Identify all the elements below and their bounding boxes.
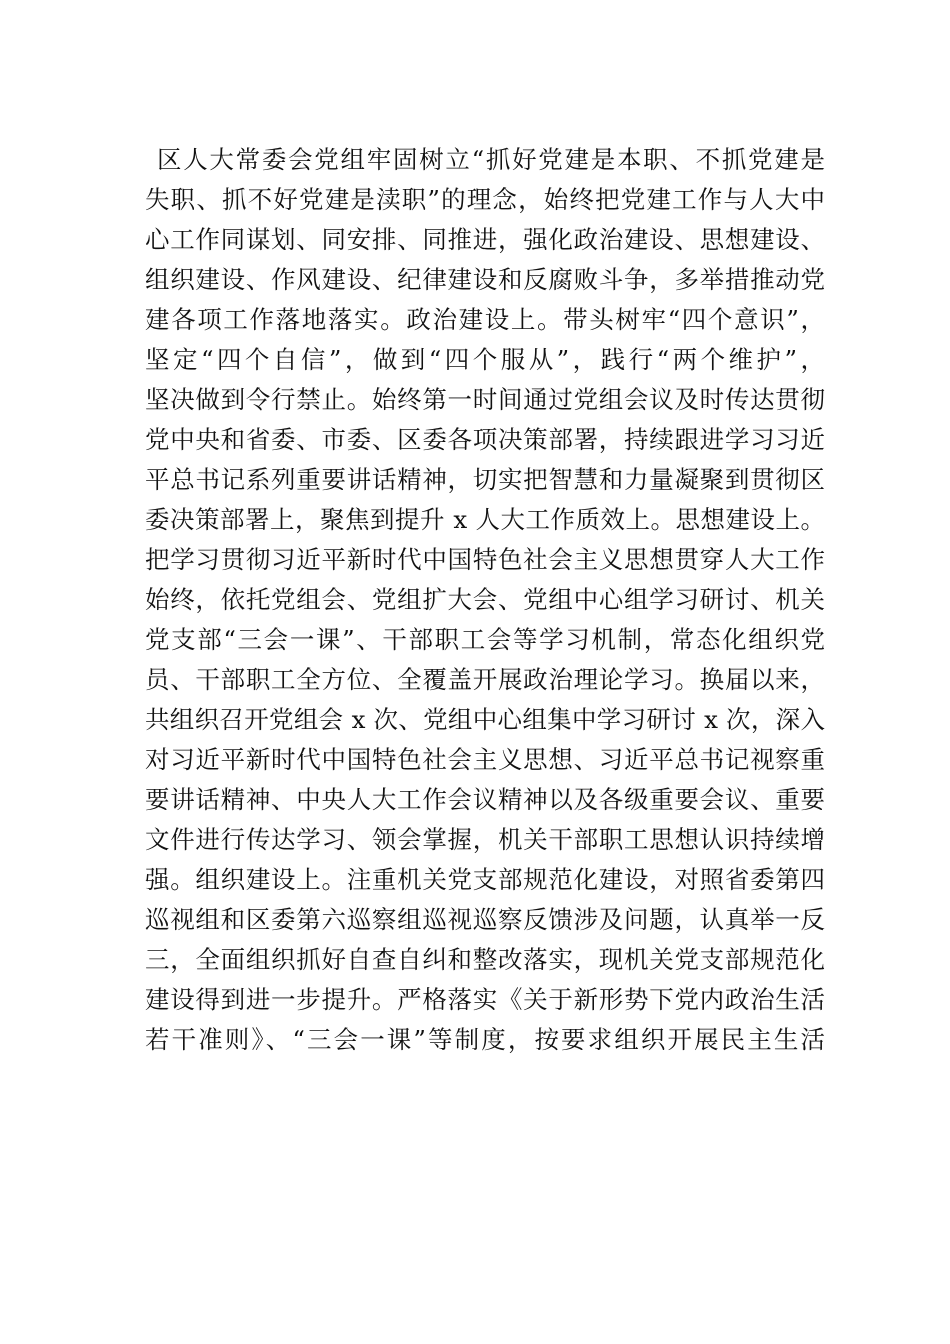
body-paragraph	[145, 140, 825, 1060]
paragraph-line: 区人大常委会党组牢固树立“抓好党建是本职、不抓党建是	[157, 145, 825, 174]
paragraph-line: 共组织召开党组会 x 次、党组中心组集中学习研讨 x 次，深入	[145, 705, 825, 734]
paragraph-line: 巡视组和区委第六巡察组巡视巡察反馈涉及问题，认真举一反	[145, 905, 825, 934]
paragraph-line: 强。组织建设上。注重机关党支部规范化建设，对照省委第四	[145, 865, 825, 894]
paragraph-line: 文件进行传达学习、领会掌握，机关干部职工思想认识持续增	[145, 825, 825, 854]
paragraph-line: 建各项工作落地落实。政治建设上。带头树牢“四个意识”，	[145, 305, 825, 334]
paragraph-line: 组织建设、作风建设、纪律建设和反腐败斗争，多举措推动党	[145, 265, 825, 294]
paragraph-line: 三，全面组织抓好自查自纠和整改落实，现机关党支部规范化	[145, 945, 825, 974]
paragraph-line: 建设得到进一步提升。严格落实《关于新形势下党内政治生活	[145, 985, 825, 1014]
paragraph-line: 平总书记系列重要讲话精神，切实把智慧和力量凝聚到贯彻区	[145, 465, 825, 494]
paragraph-line: 要讲话精神、中央人大工作会议精神以及各级重要会议、重要	[145, 785, 825, 814]
paragraph-line: 把学习贯彻习近平新时代中国特色社会主义思想贯穿人大工作	[145, 545, 825, 574]
paragraph-line: 员、干部职工全方位、全覆盖开展政治理论学习。换届以来，	[145, 665, 825, 694]
paragraph-line: 委决策部署上，聚焦到提升 x 人大工作质效上。思想建设上。	[145, 505, 825, 534]
paragraph-line: 坚定“四个自信”，做到“四个服从”，践行“两个维护”，	[145, 345, 825, 374]
paragraph-line: 若干准则》、“三会一课”等制度，按要求组织开展民主生活	[145, 1025, 825, 1054]
paragraph-line: 对习近平新时代中国特色社会主义思想、习近平总书记视察重	[145, 745, 825, 774]
paragraph-line: 始终，依托党组会、党组扩大会、党组中心组学习研讨、机关	[145, 585, 825, 614]
paragraph-line: 党支部“三会一课”、干部职工会等学习机制，常态化组织党	[145, 625, 825, 654]
paragraph-line: 心工作同谋划、同安排、同推进，强化政治建设、思想建设、	[145, 225, 825, 254]
paragraph-line: 坚决做到令行禁止。始终第一时间通过党组会议及时传达贯彻	[145, 385, 825, 414]
paragraph-line: 党中央和省委、市委、区委各项决策部署，持续跟进学习习近	[145, 425, 825, 454]
paragraph-line: 失职、抓不好党建是渎职”的理念，始终把党建工作与人大中	[145, 185, 825, 214]
